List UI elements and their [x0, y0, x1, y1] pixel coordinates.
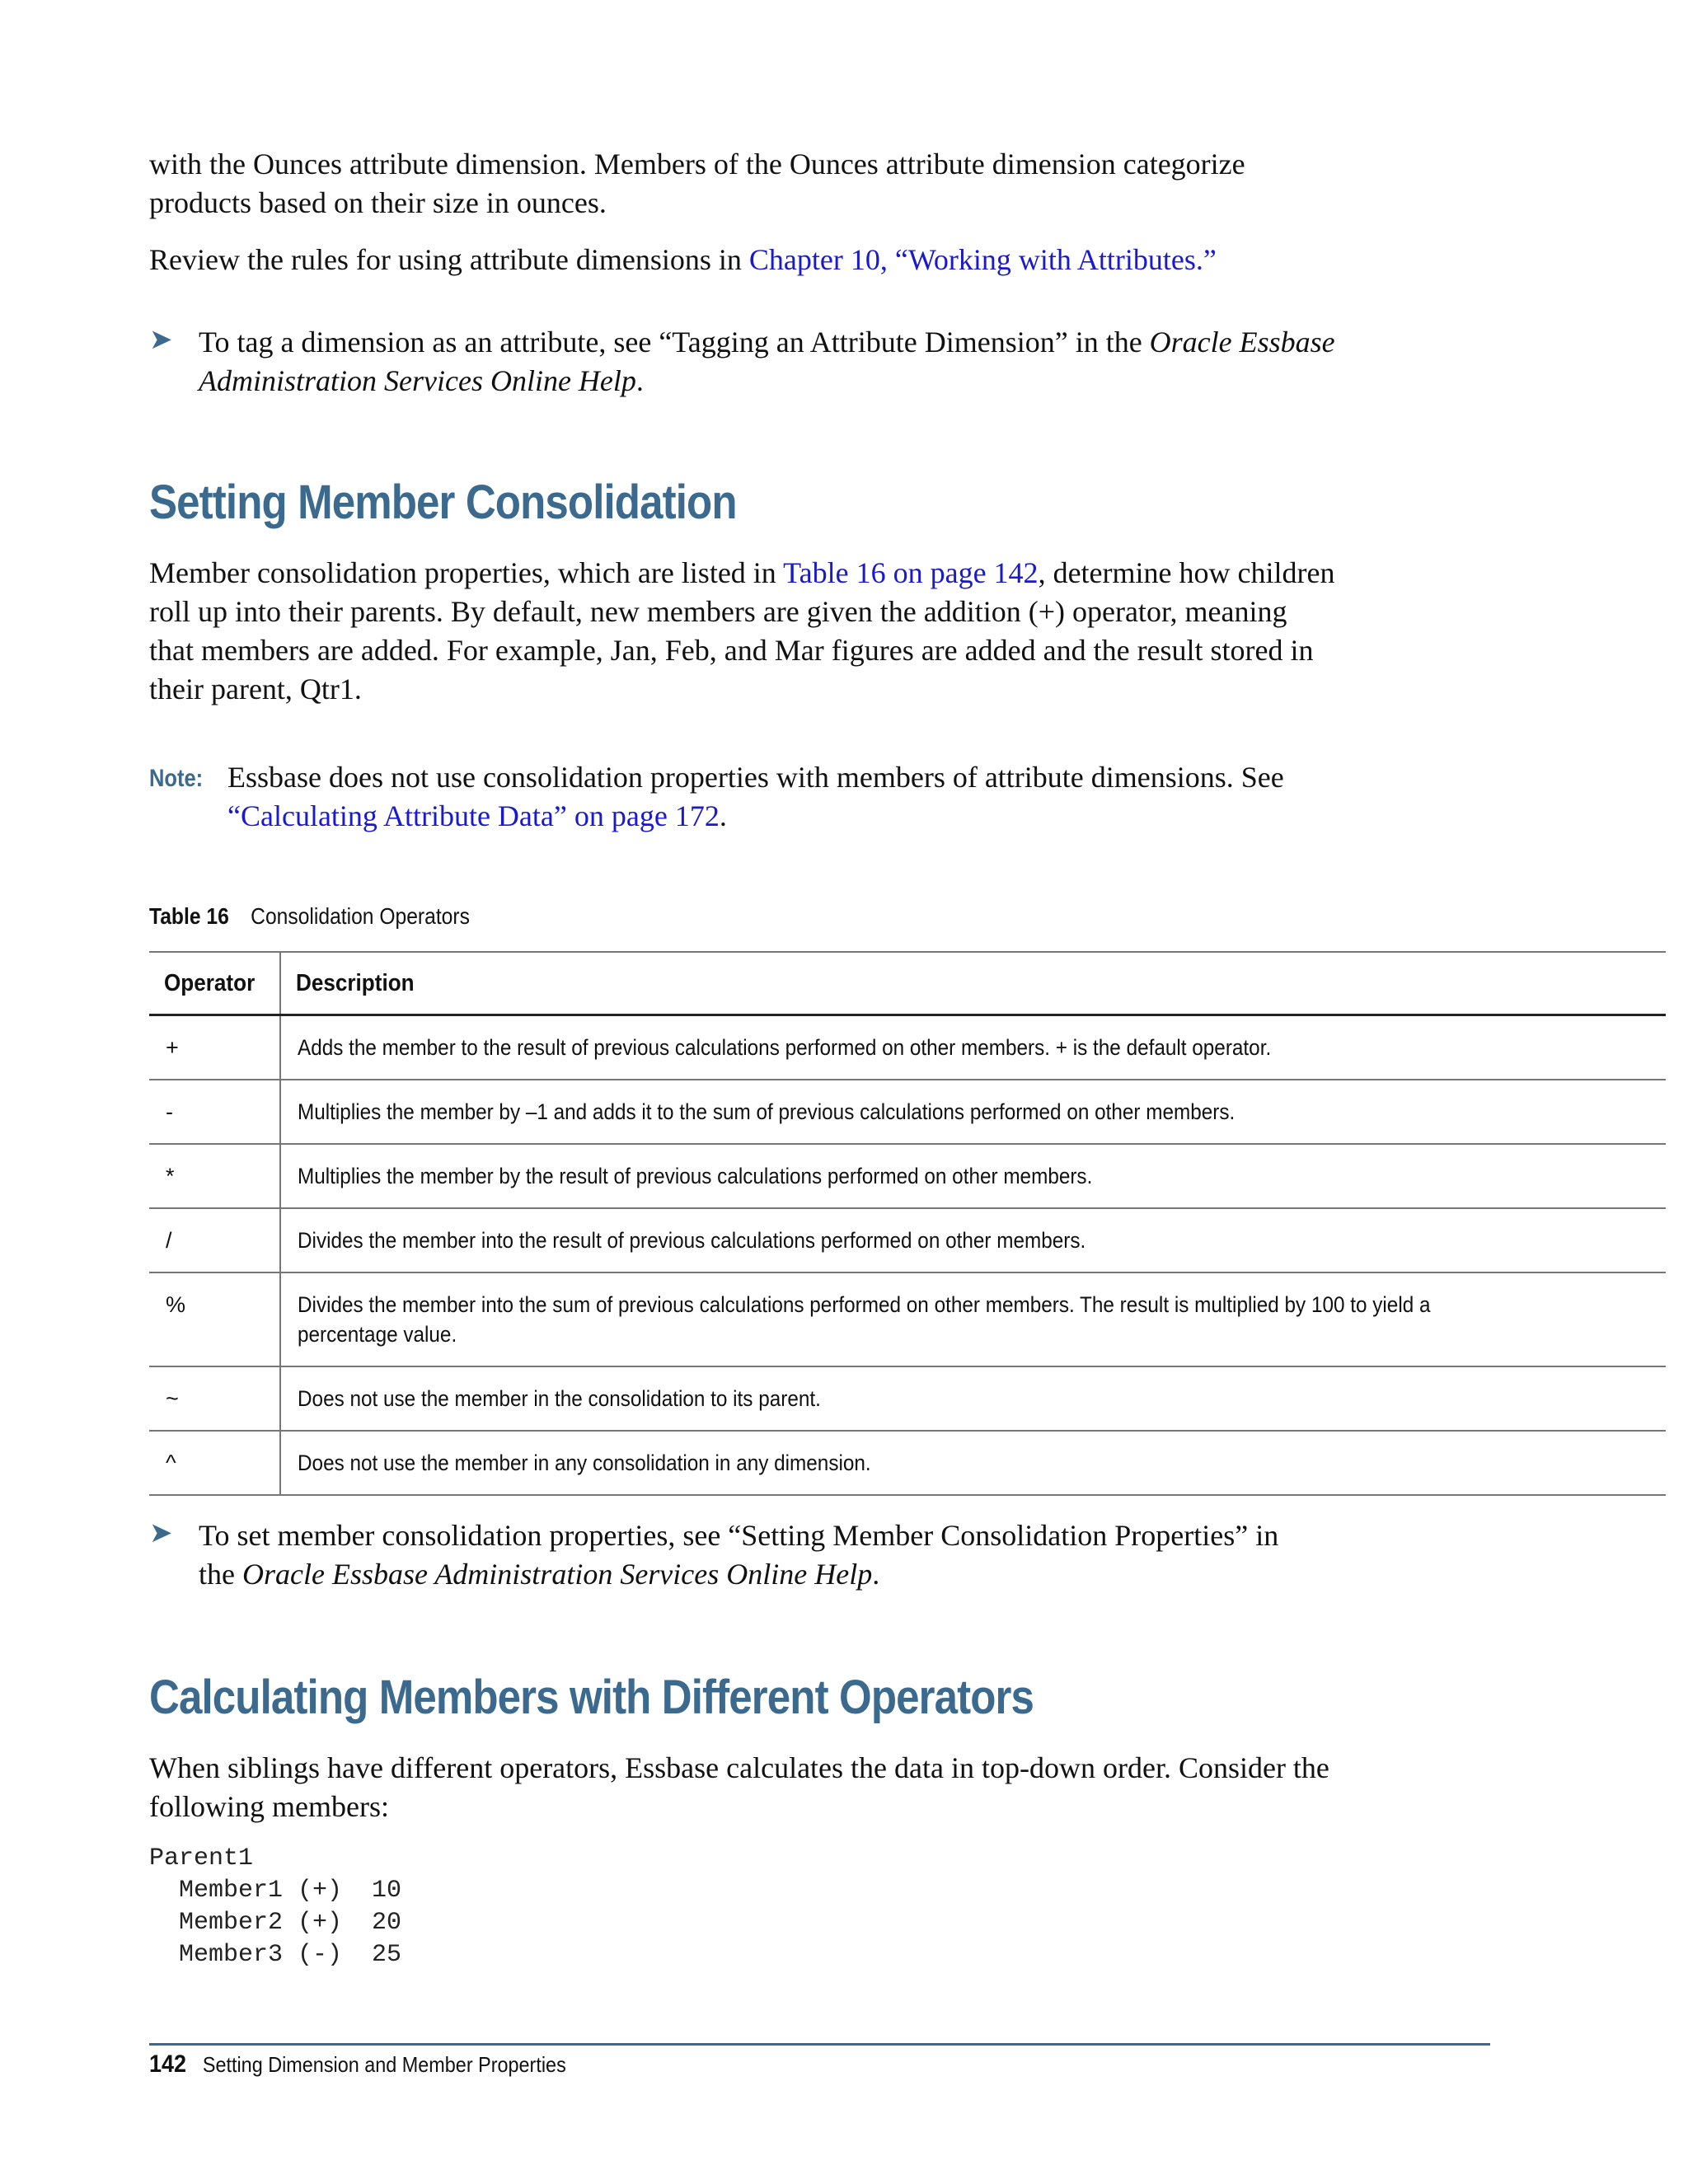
table-row [149, 1272, 1666, 1366]
description-cell: Divides the member into the sum of previous calculations performed on other members. The result is multiplied by 100 to yield a percentage value. [280, 1272, 1666, 1366]
section-heading-calculating-members: Calculating Members with Different Operators [149, 1671, 1034, 1724]
note-body: Essbase does not use consolidation properties with members of attribute dimensions. See [227, 761, 1284, 794]
operator-cell: / [149, 1208, 280, 1272]
description-cell: Does not use the member in the consolidation to its parent. [280, 1366, 1666, 1431]
procedure-set-consolidation [199, 1516, 1320, 1594]
table-16-link[interactable]: Table 16 on page 142 [783, 556, 1039, 589]
description-cell: Adds the member to the result of previous calculations performed on other members. + is the default operator. [280, 1015, 1666, 1080]
description-cell: Divides the member into the result of previous calculations performed on other members. [280, 1208, 1666, 1272]
procedure-tag-text: To tag a dimension as an attribute, see “Tagging an Attribute Dimension” in the [199, 326, 1150, 359]
note-text [227, 758, 1381, 836]
operator-cell: ^ [149, 1431, 280, 1495]
intro-paragraph: with the Ounces attribute dimension. Members of the Ounces attribute dimension categorize products based on their size in ounces. [149, 148, 1245, 219]
table-row [149, 1015, 1666, 1080]
table-header-row [149, 952, 1666, 1015]
procedure-tag-italic: Oracle Essbase Administration Services Online Help [199, 326, 1335, 397]
table-row [149, 1208, 1666, 1272]
description-cell: Does not use the member in any consolidation in any dimension. [280, 1431, 1666, 1495]
consolidation-text-a: Member consolidation properties, which are listed in [149, 556, 784, 589]
chapter-10-link[interactable]: Chapter 10, “Working with Attributes.” [748, 243, 1217, 276]
section-heading-setting-member-consolidation: Setting Member Consolidation [149, 476, 737, 529]
code-line: Member3 (-) 25 [149, 1941, 402, 1969]
note-label: Note: [149, 765, 204, 792]
operator-cell: % [149, 1272, 280, 1366]
footer-rule [149, 2043, 1490, 2046]
procedure-set-end: . [872, 1558, 880, 1591]
footer-title: Setting Dimension and Member Properties [202, 2052, 566, 2077]
procedure-set-text: To set member consolidation properties, see “Setting Member Consolidation Properties” in the [199, 1519, 1279, 1591]
siblings-paragraph: When siblings have different operators, Essbase calculates the data in top-down order. Consider the following members: [149, 1751, 1329, 1823]
table-caption-title: Consolidation Operators [251, 903, 470, 929]
table-row [149, 1080, 1666, 1144]
header-description: Description [280, 952, 1666, 1015]
page-number: 142 [149, 2050, 187, 2078]
operator-cell: + [149, 1015, 280, 1080]
header-operator: Operator [149, 952, 280, 1015]
note-end: . [719, 799, 727, 832]
procedure-arrow-icon: ➤ [149, 1518, 173, 1549]
table-caption-number: Table 16 [149, 903, 229, 929]
page-footer [149, 2050, 566, 2079]
procedure-tag-end: . [635, 364, 644, 397]
code-line: Parent1 [149, 1844, 254, 1872]
description-cell: Multiplies the member by the result of previous calculations performed on other members. [280, 1144, 1666, 1208]
procedure-arrow-icon: ➤ [149, 325, 173, 355]
table-row [149, 1431, 1666, 1495]
table-row [149, 1144, 1666, 1208]
consolidation-operators-table [149, 951, 1666, 1496]
calculating-attribute-data-link[interactable]: “Calculating Attribute Data” on page 172 [227, 799, 720, 832]
procedure-set-italic: Oracle Essbase Administration Services Online Help [241, 1558, 873, 1591]
table-row [149, 1366, 1666, 1431]
review-paragraph [149, 241, 1336, 279]
consolidation-text-b: , determine how children roll up into their parents. By default, new members are given the addition (+) operator, meaning that members are added. For example, Jan, Feb, and Mar figures are added and the result stored in their parent, Qtr1. [149, 556, 1335, 705]
code-line: Member1 (+) 10 [149, 1877, 402, 1905]
description-cell: Multiplies the member by –1 and adds it to the sum of previous calculations performed on other members. [280, 1080, 1666, 1144]
operator-cell: * [149, 1144, 280, 1208]
operator-cell: - [149, 1080, 280, 1144]
code-line: Member2 (+) 20 [149, 1909, 402, 1937]
consolidation-paragraph [149, 554, 1336, 709]
table-caption [149, 903, 470, 930]
procedure-tag-attribute [199, 323, 1353, 401]
review-text: Review the rules for using attribute dimensions in [149, 243, 749, 276]
operator-cell: ~ [149, 1366, 280, 1431]
